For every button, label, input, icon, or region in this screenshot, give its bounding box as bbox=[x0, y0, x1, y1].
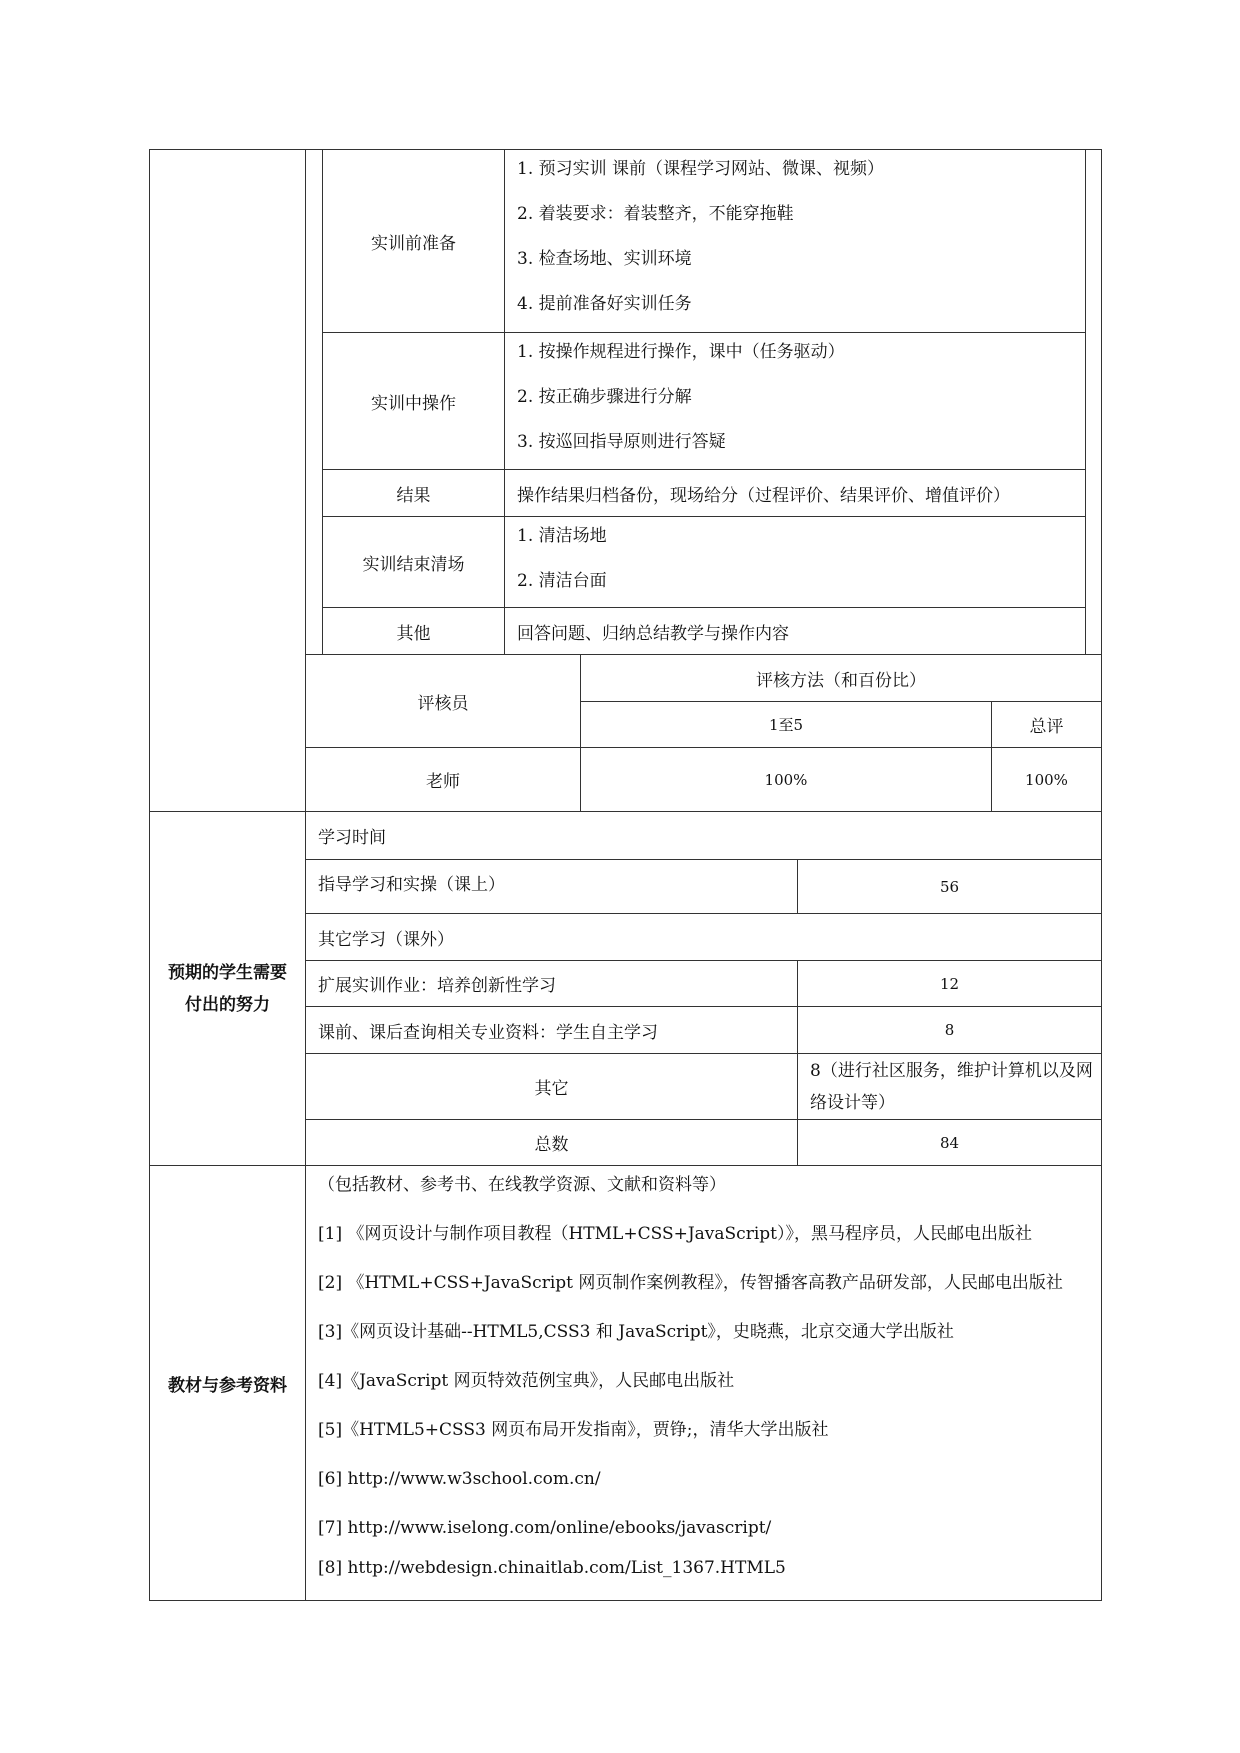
reference-item: [8] http://webdesign.chinaitlab.com/List_1367.HTML5 bbox=[318, 1558, 786, 1578]
guided-hours: 56 bbox=[797, 859, 1102, 914]
training-item: 2. 清洁台面 bbox=[517, 571, 607, 591]
reference-item: [6] http://www.w3school.com.cn/ bbox=[318, 1469, 601, 1489]
other-hours: 8（进行社区服务，维护计算机以及网络设计等） bbox=[797, 1053, 1102, 1120]
training-item: 2. 着装要求：着装整齐，不能穿拖鞋 bbox=[517, 204, 794, 224]
materials-note: （包括教材、参考书、在线教学资源、文献和资料等） bbox=[318, 1175, 726, 1195]
training-label: 实训结束清场 bbox=[322, 516, 505, 608]
research-hours: 8 bbox=[797, 1006, 1102, 1054]
method-header: 评核方法（和百份比） bbox=[580, 654, 1102, 702]
training-items bbox=[504, 149, 1086, 333]
training-item: 2. 按正确步骤进行分解 bbox=[517, 387, 692, 407]
training-item: 1. 预习实训 课前（课程学习网站、微课、视频） bbox=[517, 159, 885, 179]
reference-item: [1] 《网页设计与制作项目教程（HTML+CSS+JavaScript）》，黑马程序员，人民邮电出版社 bbox=[318, 1224, 1032, 1244]
reference-item: [5]《HTML5+CSS3 网页布局开发指南》，贾铮;，清华大学出版社 bbox=[318, 1420, 829, 1440]
research-label: 课前、课后查询相关专业资料：学生自主学习 bbox=[305, 1006, 798, 1054]
training-label: 结果 bbox=[322, 469, 505, 517]
materials-content bbox=[305, 1165, 1102, 1601]
reference-item: [2] 《HTML+CSS+JavaScript 网页制作案例教程》，传智播客高教产品研发部，人民邮电出版社 bbox=[318, 1273, 1063, 1293]
training-label: 其他 bbox=[322, 607, 505, 655]
effort-title: 预期的学生需要付出的努力 bbox=[149, 811, 306, 1166]
other-label: 其它 bbox=[305, 1053, 798, 1120]
section1-label-cell bbox=[149, 149, 306, 812]
extension-label: 扩展实训作业：培养创新性学习 bbox=[305, 960, 798, 1007]
training-item: 3. 按巡回指导原则进行答疑 bbox=[517, 432, 726, 452]
training-item: 回答问题、归纳总结教学与操作内容 bbox=[504, 607, 1086, 655]
training-items bbox=[504, 332, 1086, 470]
reference-item: [4]《JavaScript 网页特效范例宝典》，人民邮电出版社 bbox=[318, 1371, 735, 1391]
other-study-label: 其它学习（课外） bbox=[305, 913, 1102, 961]
extension-hours: 12 bbox=[797, 960, 1102, 1007]
training-item: 3. 检查场地、实训环境 bbox=[517, 249, 692, 269]
training-label: 实训前准备 bbox=[322, 149, 505, 333]
materials-title: 教材与参考资料 bbox=[149, 1165, 306, 1601]
total-value: 100% bbox=[991, 747, 1102, 812]
training-item: 1. 清洁场地 bbox=[517, 526, 607, 546]
training-item: 操作结果归档备份，现场给分（过程评价、结果评价、增值评价） bbox=[504, 469, 1086, 517]
total-hours: 84 bbox=[797, 1119, 1102, 1166]
assessor-name: 老师 bbox=[305, 747, 581, 812]
study-time-label: 学习时间 bbox=[305, 811, 1102, 860]
total-header: 总评 bbox=[991, 701, 1102, 748]
guided-label: 指导学习和实操（课上） bbox=[305, 859, 798, 914]
training-item: 1. 按操作规程进行操作，课中（任务驱动） bbox=[517, 342, 845, 362]
range-header: 1至5 bbox=[580, 701, 992, 748]
training-item: 4. 提前准备好实训任务 bbox=[517, 294, 692, 314]
reference-item: [7] http://www.iselong.com/online/ebooks/javascript/ bbox=[318, 1518, 772, 1538]
assessor-header: 评核员 bbox=[305, 654, 581, 748]
range-value: 100% bbox=[580, 747, 992, 812]
training-label: 实训中操作 bbox=[322, 332, 505, 470]
total-label: 总数 bbox=[305, 1119, 798, 1166]
training-items bbox=[504, 516, 1086, 608]
reference-item: [3]《网页设计基础--HTML5,CSS3 和 JavaScript》，史晓燕，北京交通大学出版社 bbox=[318, 1322, 954, 1342]
